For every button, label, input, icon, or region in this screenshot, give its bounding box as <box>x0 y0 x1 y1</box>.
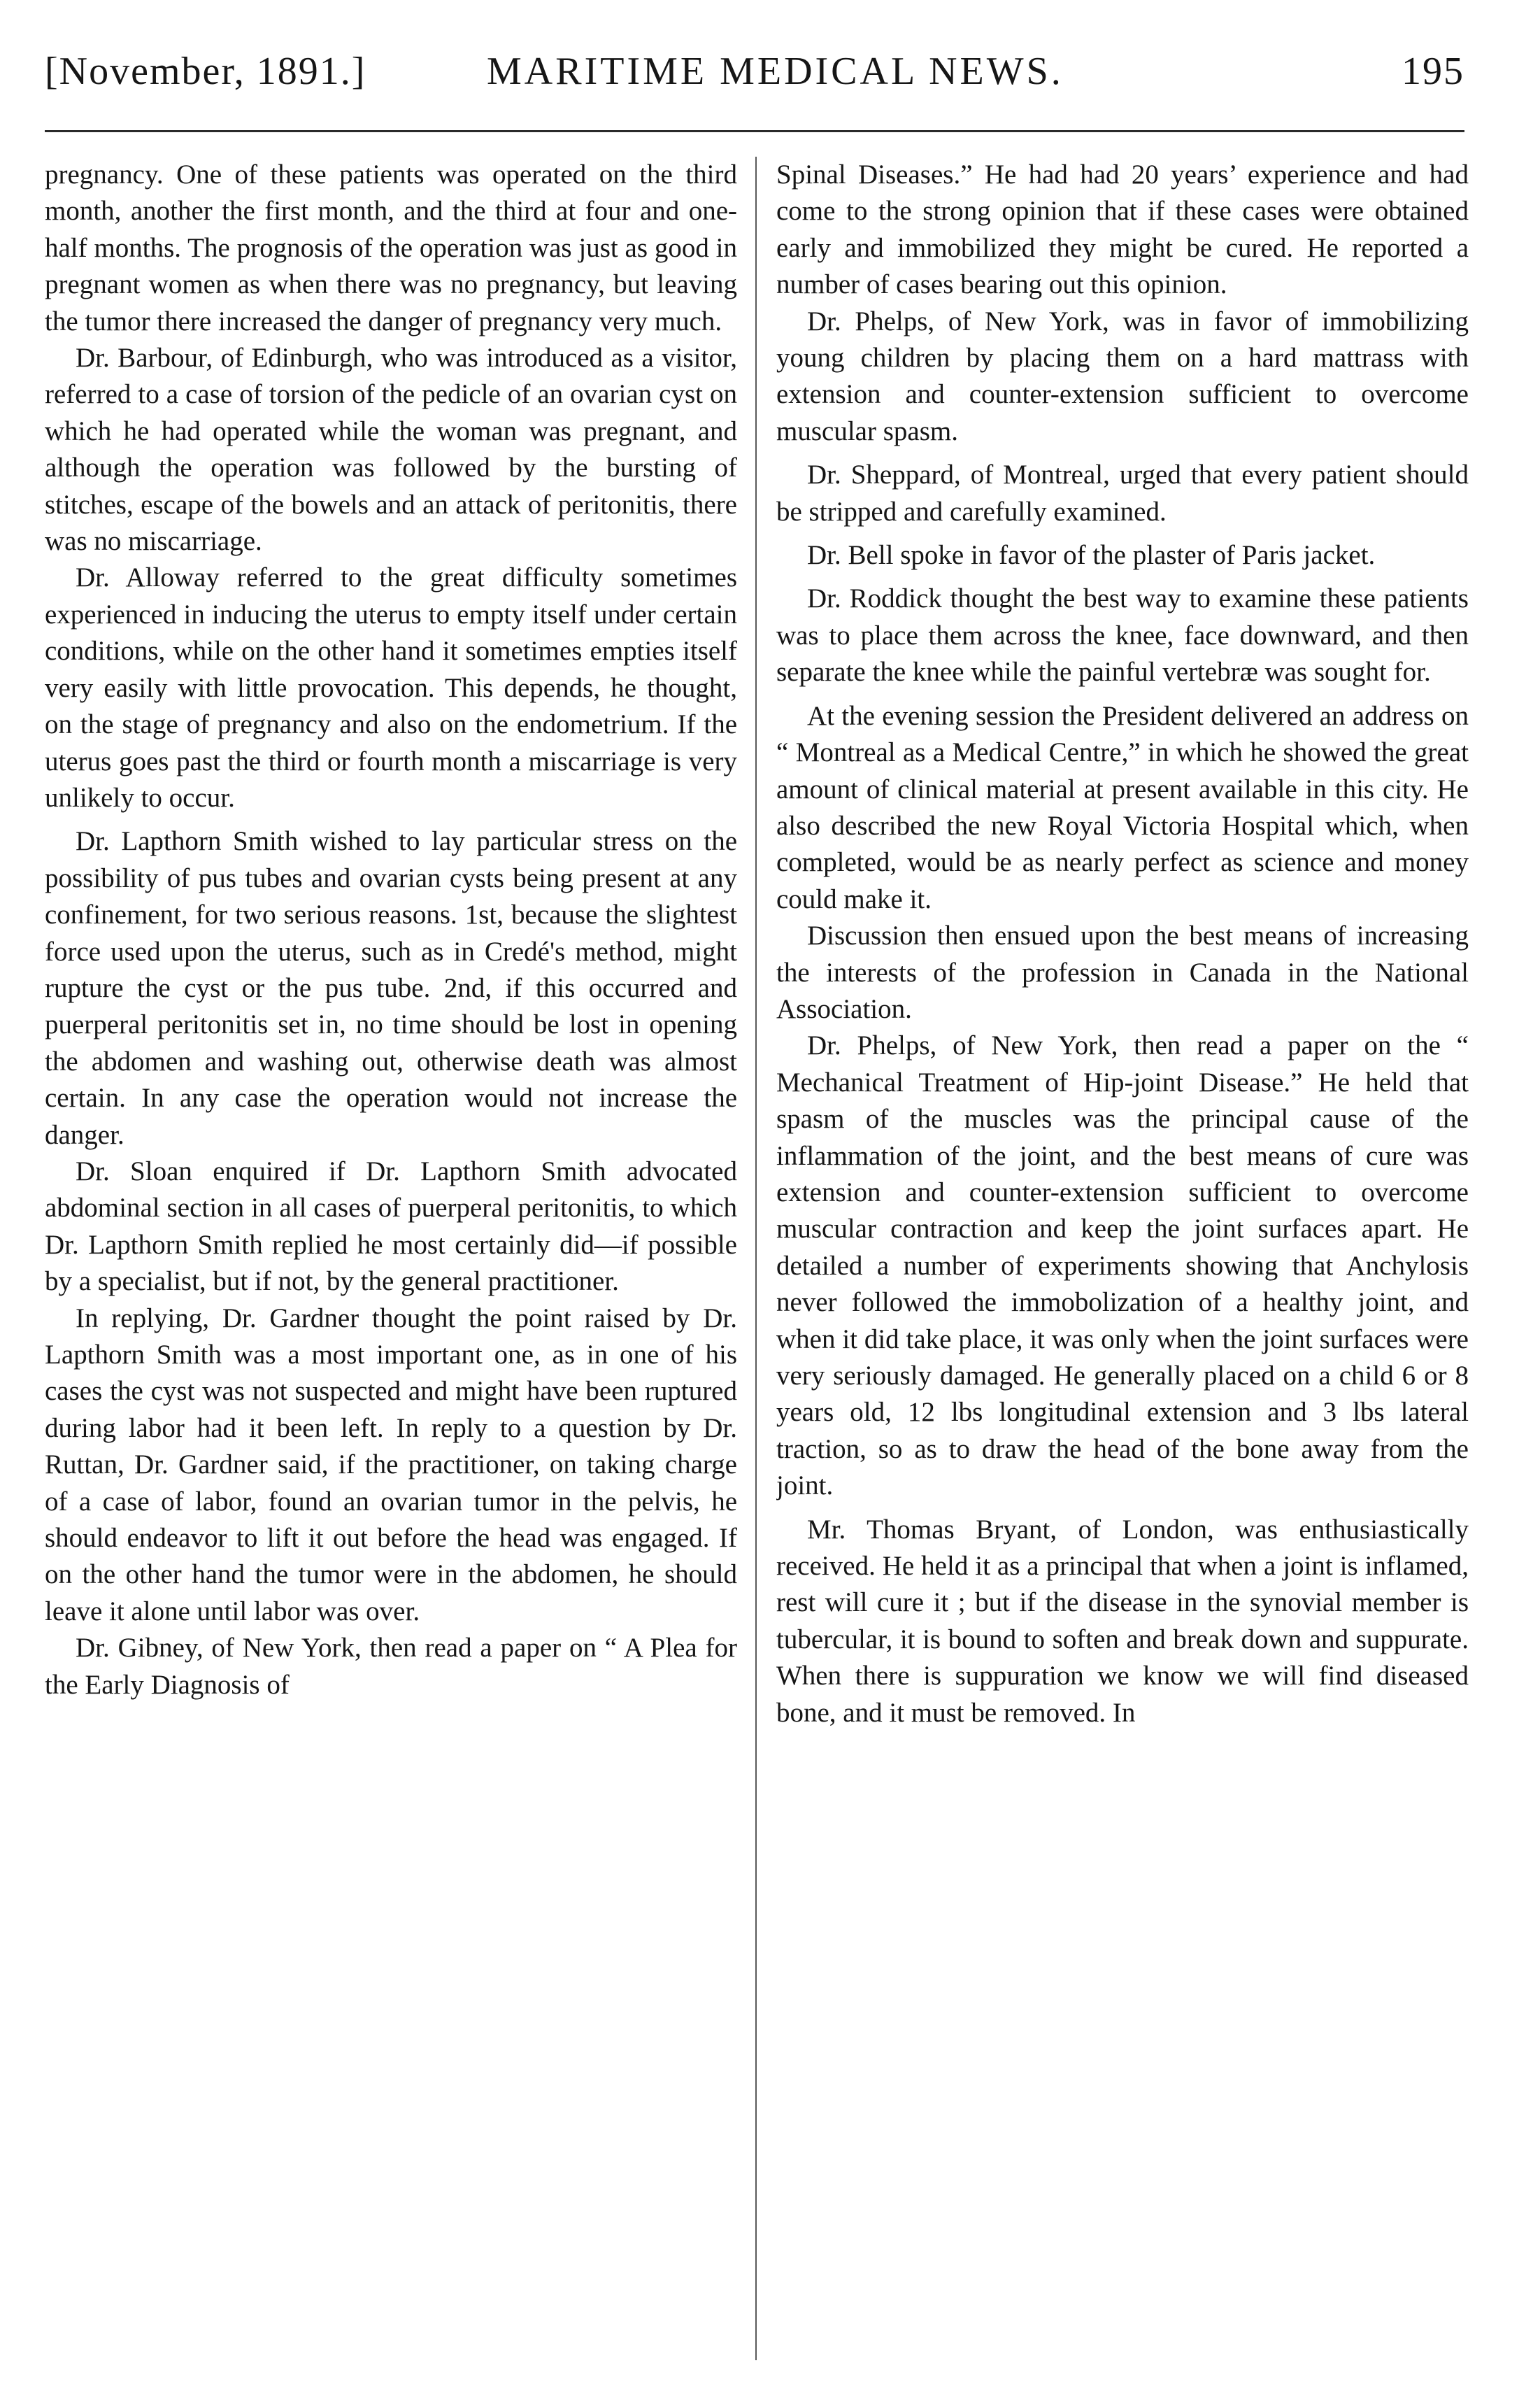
paragraph: Dr. Phelps, of New York, then read a paper on the “ Mechanical Treatment of Hip-joint Disease.” He held that spasm of the muscles was the principal cause of the inflammation of the joint, and the best means of cure was extension and counter-extension sufficient to overcome muscular contraction and keep the joint surfaces apart. He detailed a number of experiments showing that Anchylosis never followed the immobolization of a healthy joint, and when it did take place, it was only when the joint surfaces were very seriously damaged. He generally placed on a child 6 or 8 years old, 12 lbs longitudinal extension and 3 lbs lateral traction, so as to draw the head of the bone away from the joint. <box>776 1030 1469 1501</box>
paragraph: Dr. Barbour, of Edinburgh, who was introduced as a visitor, referred to a case of torsion of the pedicle of an ovarian cyst on which he had operated while the woman was pregnant, and although the operation was followed by the bursting of stitches, escape of the bowels and an attack of peritonitis, there was no miscarriage. <box>45 343 737 557</box>
issue-date: [November, 1891.] <box>45 50 366 93</box>
paragraph: Dr. Phelps, of New York, was in favor of immobilizing young children by placing them on a hard mattrass with extension and counter-extension sufficient to overcome muscular spasm. <box>776 306 1469 446</box>
running-head <box>45 49 1464 105</box>
paragraph: Dr. Sheppard, of Montreal, urged that every patient should be stripped and carefully examined. <box>776 460 1469 527</box>
column-divider <box>755 157 757 2360</box>
paragraph: Dr. Alloway referred to the great difficulty sometimes experienced in inducing the uterus to empty itself under certain conditions, while on the other hand it sometimes empties itself very easily with little provocation. This depends, he thought, on the stage of pregnancy and also on the endometrium. If the uterus goes past the third or fourth month a miscarriage is very unlikely to occur. <box>45 562 737 813</box>
paragraph: At the evening session the President delivered an address on “ Montreal as a Medical Centre,” in which he showed the great amount of clinical material at present available in this city. He also described the new Royal Victoria Hospital which, when completed, would be as nearly perfect as science and money could make it. <box>776 700 1469 914</box>
paragraph: Dr. Roddick thought the best way to examine these patients was to place them across the knee, face downward, and then separate the knee while the painful vertebræ was sought for. <box>776 583 1469 688</box>
page-number: 195 <box>1402 50 1464 93</box>
journal-title: MARITIME MEDICAL NEWS. <box>487 50 1064 93</box>
paragraph: Dr. Gibney, of New York, then read a paper on “ A Plea for the Early Diagnosis of <box>45 1633 737 1700</box>
left-column <box>45 157 737 2360</box>
journal-page <box>45 36 1469 2366</box>
paragraph: Dr. Sloan enquired if Dr. Lapthorn Smith advocated abdominal section in all cases of puerperal peritonitis, to which Dr. Lapthorn Smith replied he most certainly did—if possible by a specialist, but if not, by the general practitioner. <box>45 1156 737 1297</box>
paragraph: In replying, Dr. Gardner thought the point raised by Dr. Lapthorn Smith was a most important one, as in one of his cases the cyst was not suspected and might have been ruptured during labor had it been left. In reply to a question by Dr. Ruttan, Dr. Gardner said, if the practitioner, on taking charge of a case of labor, found an ovarian tumor in the pelvis, he should endeavor to lift it out before the head was engaged. If on the other hand the tumor were in the abdomen, he should leave it alone until labor was over. <box>45 1303 737 1626</box>
paragraph: Dr. Lapthorn Smith wished to lay particular stress on the possibility of pus tubes and ovarian cysts being present at any confinement, for two serious reasons. 1st, because the slightest force used upon the uterus, such as in Credé's method, might rupture the cyst or the pus tube. 2nd, if this occurred and puerperal peritonitis set in, no time should be lost in opening the abdomen and washing out, otherwise death was almost certain. In any case the operation would not increase the danger. <box>45 826 737 1150</box>
paragraph: Mr. Thomas Bryant, of London, was enthusiastically received. He held it as a principal that when a joint is inflamed, rest will cure it ; but if the disease in the synovial member is tubercular, it is bound to soften and break down and suppurate. When there is suppuration we know we will find diseased bone, and it must be removed. In <box>776 1514 1469 1728</box>
header-rule <box>45 130 1464 132</box>
paragraph: pregnancy. One of these patients was operated on the third month, another the first month, and the third at four and one-half months. The prognosis of the operation was just as good in pregnant women as when there was no pregnancy, but leaving the tumor there increased the danger of pregnancy very much. <box>45 159 737 336</box>
paragraph: Discussion then ensued upon the best means of increasing the interests of the profession in Canada in the National Association. <box>776 921 1469 1024</box>
right-column <box>776 157 1469 2360</box>
paragraph: Spinal Diseases.” He had had 20 years’ experience and had come to the strong opinion that if these cases were obtained early and immobilized they might be cured. He reported a number of cases bearing out this opinion. <box>776 159 1469 300</box>
paragraph: Dr. Bell spoke in favor of the plaster of Paris jacket. <box>807 540 1376 571</box>
